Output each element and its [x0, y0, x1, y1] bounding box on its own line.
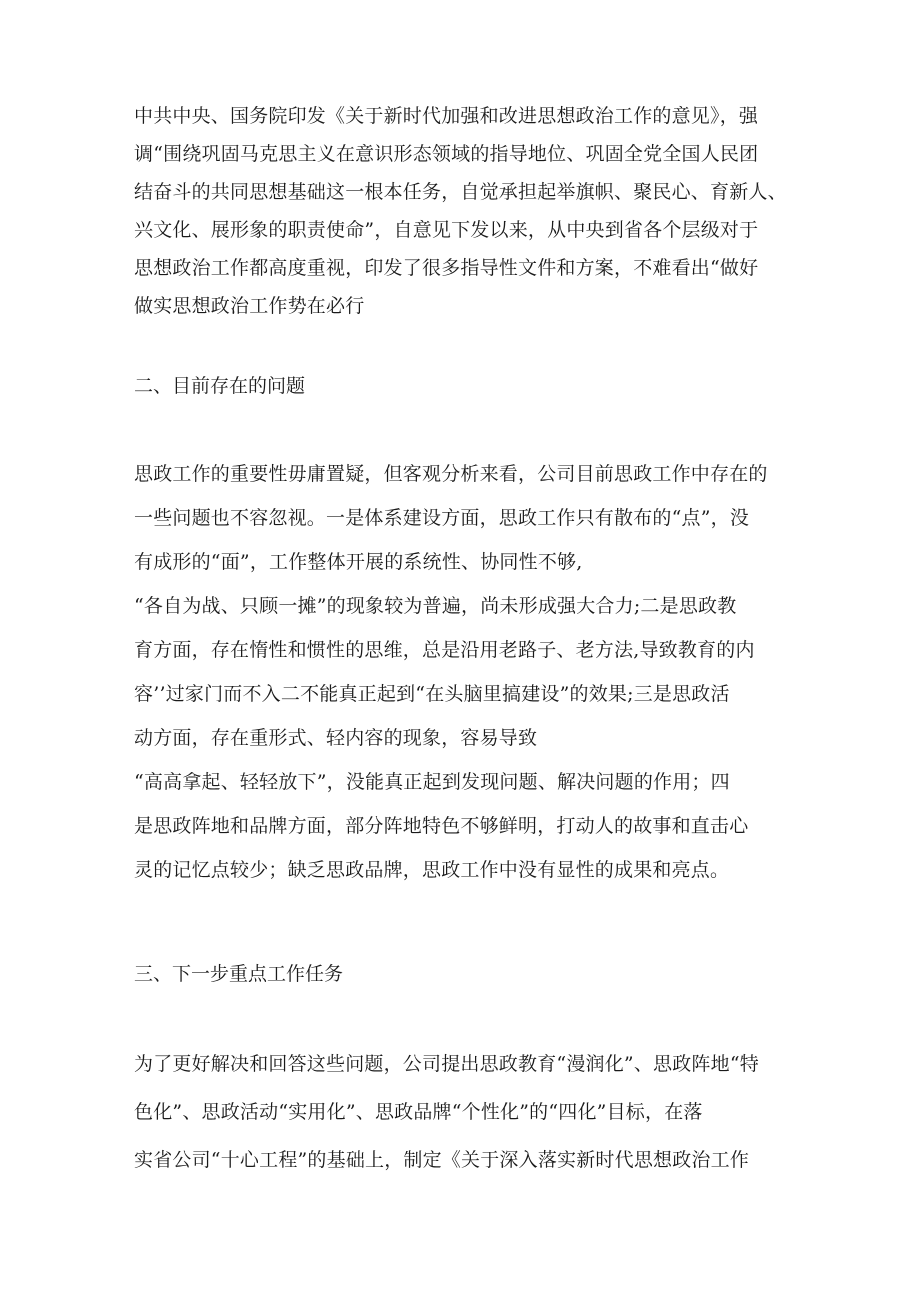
section-3-line-1: 为了更好解决和回答这些问题，公司提出思政教育“漫润化”、思政阵地“特: [134, 1053, 759, 1075]
section-3-line-3: 实省公司“十心工程”的基础上，制定《关于深入落实新时代思想政治工作: [134, 1149, 750, 1171]
intro-line-3: 结奋斗的共同思想基础这一根本任务，自觉承担起举旗帜、聚民心、育新人、: [134, 181, 787, 203]
section-2-line-3: 有成形的“面”，工作整体开展的系统性、协同性不够,: [134, 551, 583, 573]
section-3-line-2: 色化”、思政活动“实用化”、思政品牌“个性化”的“四化”目标，在落: [134, 1101, 703, 1123]
section-2-line-7: 动方面，存在重形式、轻内容的现象，容易导致: [134, 727, 538, 749]
section-2-line-8: “高高拿起、轻轻放下”，没能真正起到发现问题、解决问题的作用；四: [134, 771, 730, 793]
section-2-line-2: 一些问题也不容忽视。一是体系建设方面，思政工作只有散布的“点”，没: [134, 507, 750, 529]
section-2-line-6: 容’’过家门而不入二不能真正起到“在头脑里搞建设”的效果;三是思政活: [134, 683, 730, 705]
intro-line-1: 中共中央、国务院印发《关于新时代加强和改进思想政治工作的意见》，强: [134, 105, 759, 127]
section-3-heading: 三、下一步重点工作任务: [134, 963, 344, 985]
section-2-line-5: 育方面，存在惰性和惯性的思维，总是沿用老路子、老方法,导致教育的内: [134, 639, 755, 661]
intro-line-2: 调“围绕巩固马克思主义在意识形态领域的指导地位、巩固全党全国人民团: [134, 143, 759, 165]
section-2-line-4: “各自为战、只顾一摊”的现象较为普遍，尚未形成强大合力;二是思政教: [134, 595, 737, 617]
intro-line-5: 思想政治工作都高度重视，印发了很多指导性文件和方案，不难看出“做好: [134, 257, 759, 279]
section-2-line-1: 思政工作的重要性毋庸置疑，但客观分析来看，公司目前思政工作中存在的: [134, 463, 768, 485]
section-2-line-9: 是思政阵地和品牌方面，部分阵地特色不够鲜明，打动人的故事和直击心: [134, 815, 749, 837]
section-2-heading: 二、目前存在的问题: [134, 375, 306, 397]
section-2-line-10: 灵的记忆点较少；缺乏思政品牌，思政工作中没有显性的成果和亮点。: [134, 859, 730, 881]
intro-line-4: 兴文化、展形象的职责使命”，自意见下发以来，从中央到省各个层级对于: [134, 219, 759, 241]
intro-line-6: 做实思想政治工作势在必行: [134, 295, 365, 317]
